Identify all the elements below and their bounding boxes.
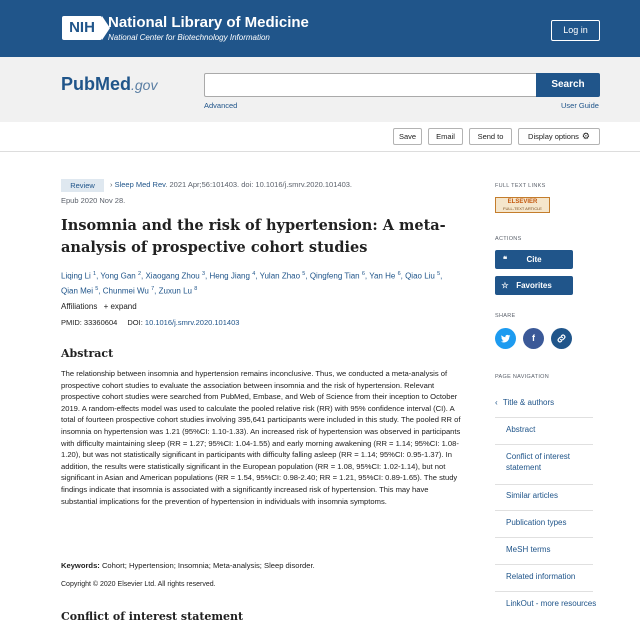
advanced-search-link[interactable]: Advanced [204, 101, 238, 110]
display-options-label: Display options [528, 132, 579, 141]
author-link[interactable]: Yulan Zhao [259, 271, 301, 281]
page-nav-item-label: Title & authors [502, 398, 555, 407]
elsevier-sub-text: FULL-TEXT ARTICLE [503, 206, 542, 211]
page-nav-item-label: Abstract [506, 425, 536, 434]
affiliation-number[interactable]: 8 [194, 285, 198, 292]
affiliation-number[interactable]: 6 [397, 271, 401, 277]
display-options-button[interactable] [518, 128, 600, 145]
page-navigation-label: PAGE NAVIGATION [495, 374, 550, 380]
facebook-icon: f [532, 333, 535, 343]
author-link[interactable]: Qiao Liu [405, 271, 435, 281]
author-link[interactable]: Xiaogang Zhou [145, 271, 200, 281]
page-nav-divider [495, 510, 593, 511]
send-to-button[interactable]: Send to [469, 128, 512, 145]
elsevier-logo-text: ELSEVIER [507, 199, 538, 205]
doi-label: DOI: [127, 318, 143, 327]
share-label: SHARE [495, 313, 516, 319]
page-nav-item[interactable] [495, 598, 605, 609]
page-nav-item[interactable] [495, 451, 605, 473]
page-nav-item[interactable] [495, 397, 605, 408]
affiliation-number[interactable]: 5 [302, 271, 306, 277]
author-link[interactable]: Qingfeng Tian [309, 271, 360, 281]
affiliation-number[interactable]: 5 [437, 271, 441, 277]
facebook-share-button[interactable] [523, 328, 544, 349]
page-nav-divider [495, 564, 593, 565]
save-button[interactable]: Save [393, 128, 422, 145]
citation-line [110, 180, 352, 189]
page-nav-item-label: Related information [506, 572, 576, 581]
link-icon [556, 333, 567, 344]
nih-header [0, 0, 640, 57]
favorites-button[interactable] [495, 276, 573, 295]
author-link[interactable]: Yong Gan [100, 271, 136, 281]
page-nav-item[interactable] [495, 571, 605, 582]
quote-icon: ❝ [502, 255, 508, 264]
chevron-left-icon: ‹ [495, 398, 500, 407]
affiliation-number[interactable]: 7 [151, 285, 155, 292]
full-text-links-label: FULL TEXT LINKS [495, 183, 546, 189]
toolbar [0, 122, 640, 152]
affiliation-number[interactable]: 1 [93, 271, 97, 277]
gear-icon: ⚙ [581, 131, 590, 141]
cite-button[interactable] [495, 250, 573, 269]
keywords-list: Cohort; Hypertension; Insomnia; Meta-analysis; Sleep disorder. [101, 561, 315, 570]
copyright: Copyright © 2020 Elsevier Ltd. All rights reserved. [61, 581, 216, 588]
author-link[interactable]: Chunmei Wu [102, 286, 149, 296]
journal-link[interactable]: Sleep Med Rev [114, 180, 166, 189]
citation-text: . 2021 Apr;56:101403. doi: 10.1016/j.smrv.2020.101403. [165, 180, 352, 189]
author-link[interactable]: Zuxun Lu [158, 286, 192, 296]
identifiers [61, 318, 239, 327]
page-nav-item[interactable] [495, 490, 605, 501]
author-link[interactable]: Qian Mei [61, 286, 94, 296]
author-list: Liqing Li $^1$, Yong Gan $^2$, Xiaogang Zhou $^3$, Heng Jiang $^4$, Yulan Zhao $^5$, Qingfeng Tian $^6$, Yan He $^6$, Qiao Liu $^5$, Qian Mei $^5$, Chunmei Wu $^7$, Zuxun Lu $^8$ [61, 271, 443, 296]
author-link[interactable]: Heng Jiang [209, 271, 250, 281]
pubmed-logo-suffix: .gov [131, 77, 158, 93]
affiliation-number[interactable]: 3 [201, 271, 206, 277]
page-nav-item[interactable] [495, 544, 605, 555]
keywords-label: Keywords: [61, 561, 100, 570]
login-button[interactable]: Log in [551, 20, 600, 41]
affiliations-label: Affiliations [61, 302, 98, 311]
affiliation-number[interactable]: 5 [95, 285, 99, 292]
expand-button[interactable]: + expand [103, 302, 137, 311]
twitter-share-button[interactable] [495, 328, 516, 349]
twitter-icon [500, 333, 511, 344]
pubmed-logo-main: PubMed [61, 74, 131, 94]
search-band [0, 57, 640, 122]
user-guide-link[interactable]: User Guide [561, 101, 599, 110]
page-nav-item-label: Conflict of interest statement [506, 452, 571, 472]
star-icon: ☆ [501, 281, 509, 290]
search-input[interactable] [204, 73, 537, 97]
affiliations-toggle[interactable] [61, 302, 137, 311]
affiliation-number[interactable]: 4 [252, 271, 256, 277]
nlm-title[interactable]: National Library of Medicine [108, 14, 309, 31]
affiliation-number[interactable]: 2 [137, 271, 142, 277]
email-button[interactable]: Email [428, 128, 463, 145]
coi-heading: Conflict of interest statement [61, 610, 244, 622]
page-nav-item[interactable] [495, 517, 605, 528]
article-title: Insomnia and the risk of hypertension: A meta-analysis of prospective cohort studies [61, 217, 446, 256]
page-nav-divider [495, 444, 593, 445]
page-nav-item-label: Publication types [506, 518, 567, 527]
pmid: PMID: 33360604 [61, 318, 118, 327]
page-nav-item[interactable] [495, 424, 605, 435]
abstract-heading: Abstract [61, 347, 114, 360]
elsevier-full-text-link[interactable] [495, 197, 550, 213]
search-button[interactable]: Search [536, 73, 600, 97]
page-nav-item-label: LinkOut - more resources [506, 599, 597, 608]
article-type-badge: Review [61, 179, 104, 192]
chevron-right-icon: › [110, 180, 113, 189]
author-link[interactable]: Liqing Li [61, 271, 91, 281]
author-link[interactable]: Yan He [369, 271, 396, 281]
page-nav-item-label: Similar articles [506, 491, 559, 500]
pubmed-logo[interactable] [61, 74, 157, 95]
actions-label: ACTIONS [495, 236, 522, 242]
nlm-subtitle: National Center for Biotechnology Information [108, 33, 270, 42]
epub-date: Epub 2020 Nov 28. [61, 196, 126, 205]
favorites-label: Favorites [516, 281, 552, 290]
cite-label: Cite [526, 255, 542, 264]
keywords [61, 561, 461, 570]
page-nav-divider [495, 417, 593, 418]
page-nav-divider [495, 591, 593, 592]
page-nav-divider [495, 537, 593, 538]
page-nav-item-label: MeSH terms [506, 545, 551, 554]
nih-logo[interactable]: NIH [62, 16, 102, 40]
affiliation-number[interactable]: 6 [361, 271, 365, 277]
doi-link[interactable]: 10.1016/j.smrv.2020.101403 [144, 318, 240, 327]
permalink-share-button[interactable] [551, 328, 572, 349]
page-nav-divider [495, 484, 593, 485]
abstract-text: The relationship between insomnia and hypertension remains inconclusive. Thus, we conducted a meta-analysis of prospective cohort studies to evaluate the association between insomnia and the risk of hypertension. Relevant prospective cohort studies were searched from PubMed, Embase, and Web of Science from their inception to October 2019. A random-effects model was used to calculate the pooled relative risk (RR) with 95% confidence interval (CI). A total of fourteen prospective cohort studies involving 395,641 participants were included in this study. The pooled RR of insomnia on hypertension was 1.21 (95%CI: 1.10-1.33). An increased risk of hypertension was observed in participants with difficulty maintaining sleep (RR = 1.27; 95%CI: 1.04-1.55) and early morning awakening (RR = 1.14; 95%CI: 1.08-1.20), but was not statistically significant in participants with difficulty falling asleep (RR = 1.14; 95%CI: 0.95-1.37). In addition, the results were statistically significant in the European population (RR = 1.08, 95%CI: 1.02-1.14), but not significant in Asian and American populations (RR = 1.54, 95%CI: 0.98-2.40; RR = 1.21, 95%CI: 0.89-1.65). The study findings indicate that insomnia is associated with a significantly increased risk of hypertension. This may have substantial implications for the prevention of hypertension in individuals with insomnia symptoms. [61, 369, 461, 506]
